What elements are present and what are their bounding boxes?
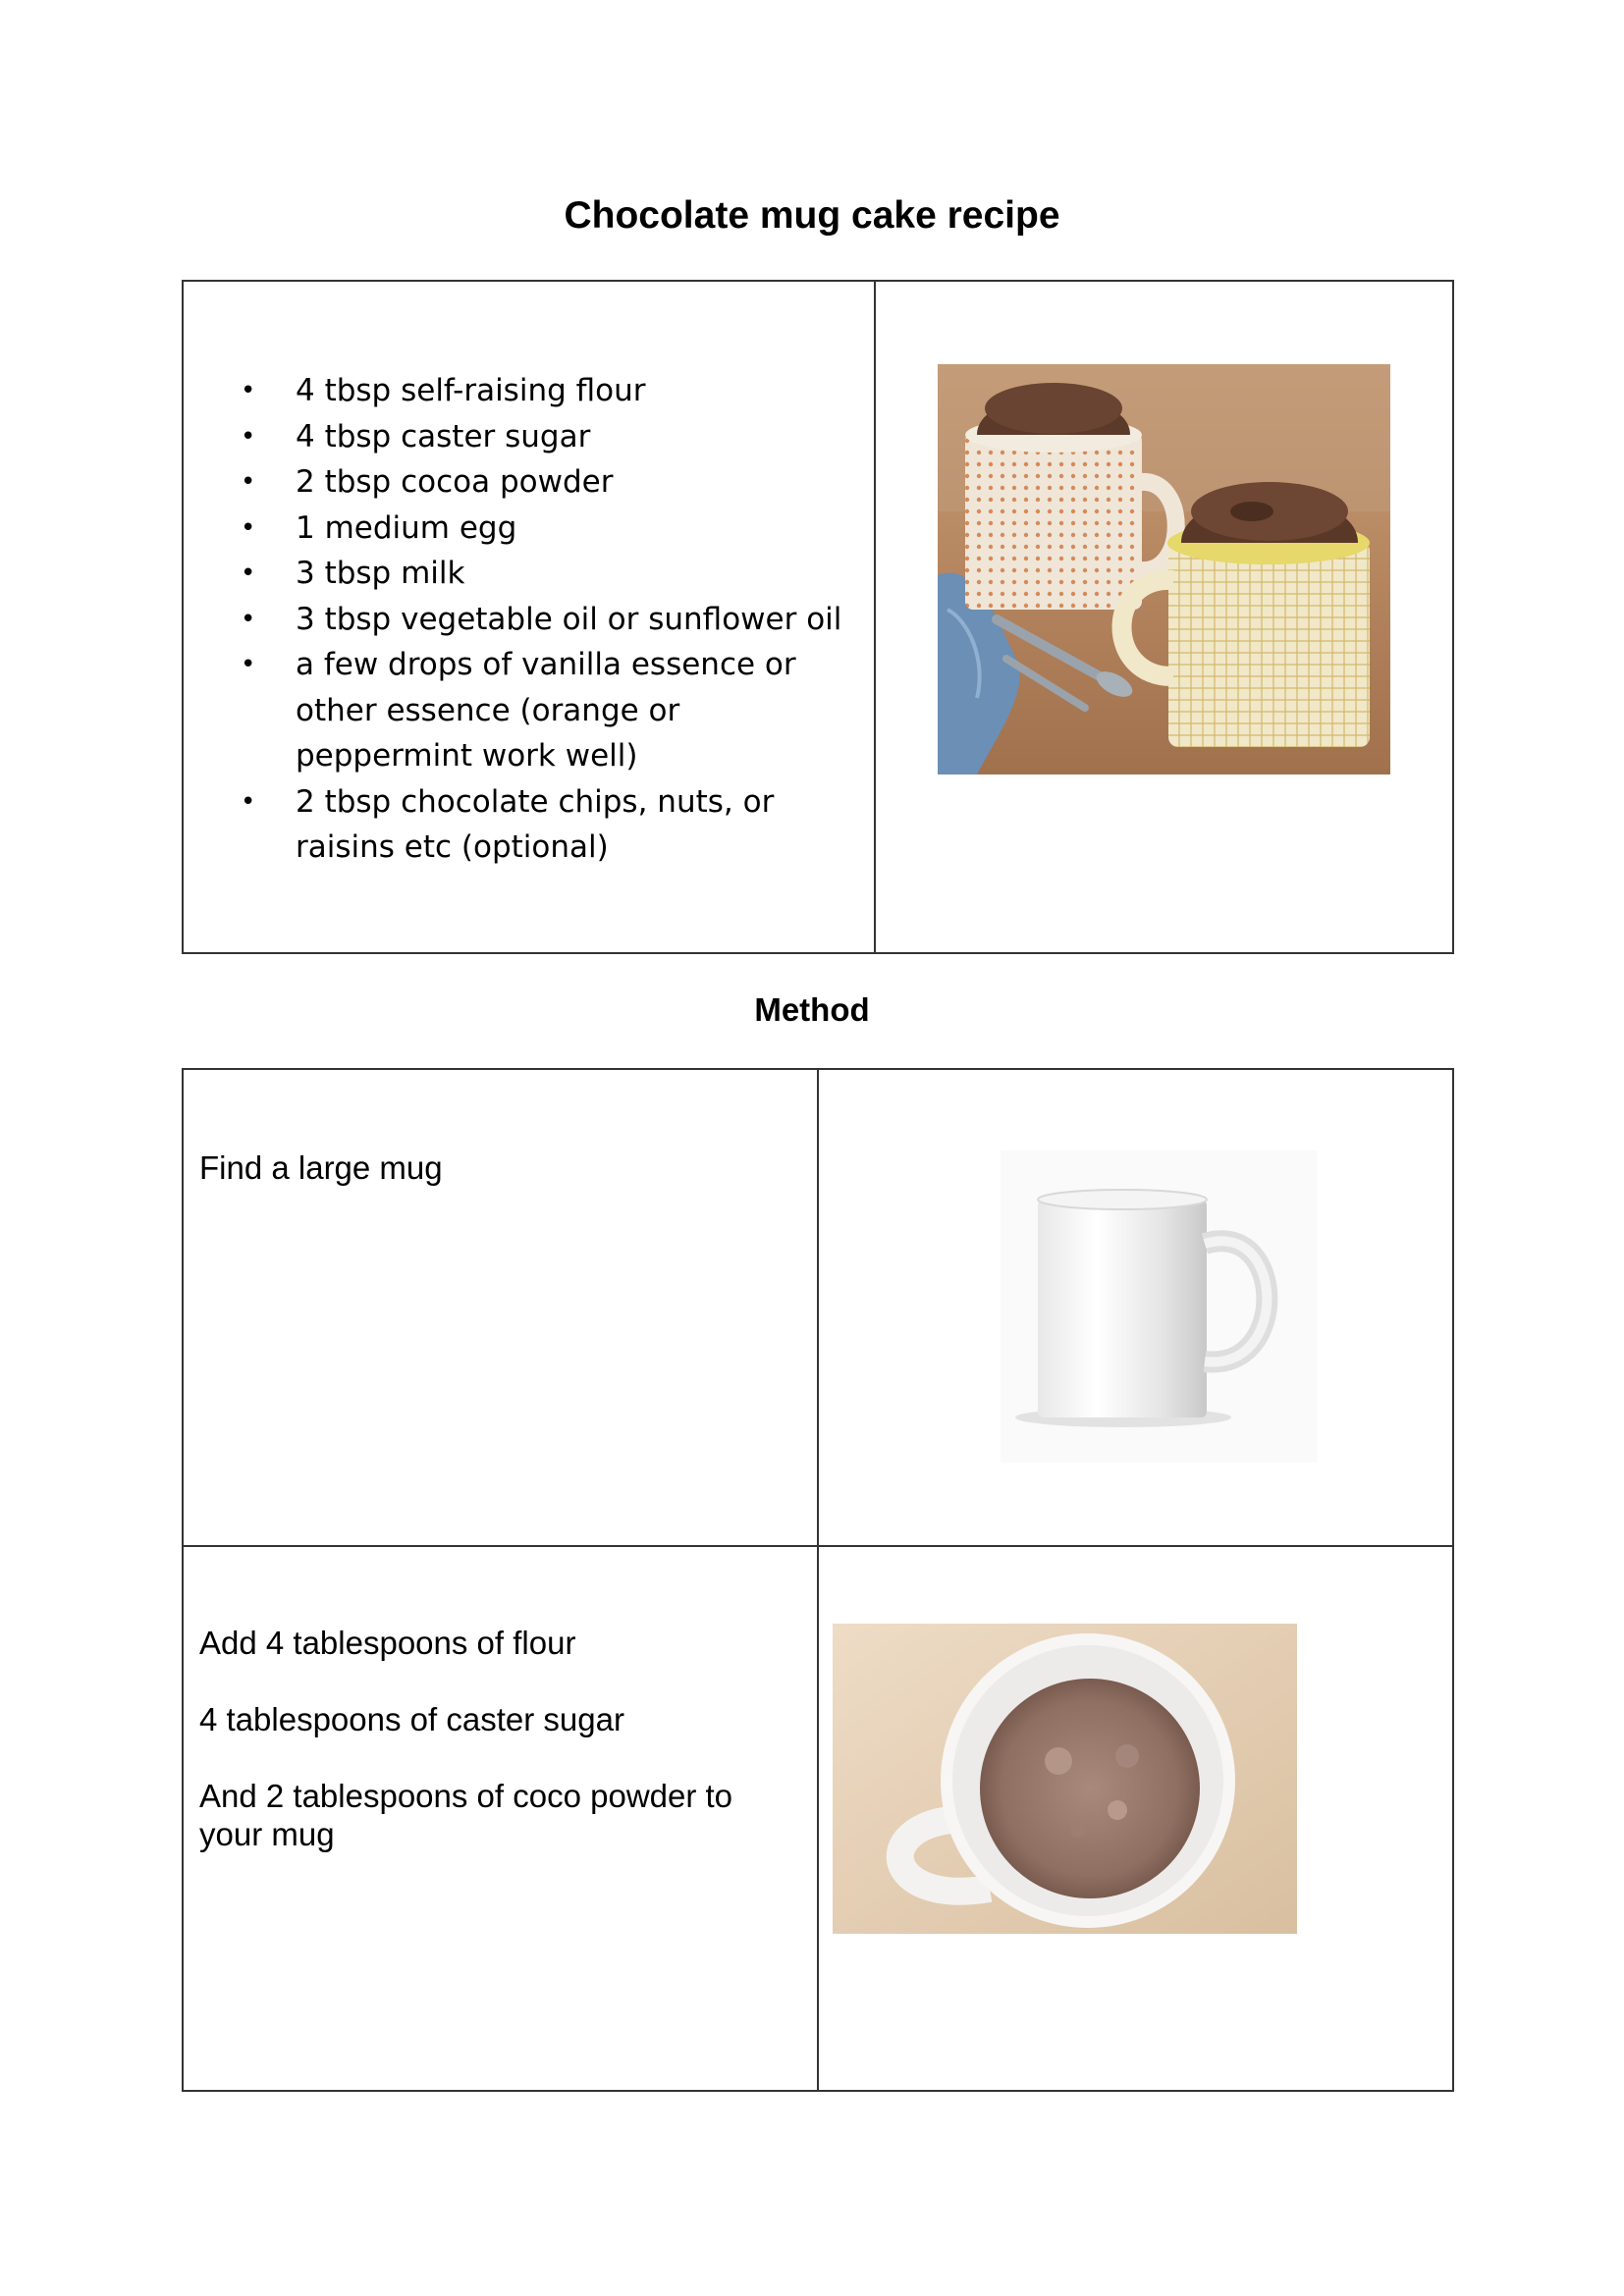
step-1-image-cell <box>818 1069 1453 1546</box>
ingredients-cell <box>183 281 875 953</box>
list-item: • a few drops of vanilla essence or other essence (orange or peppermint work well) <box>241 647 796 774</box>
step-2-text-cell <box>183 1546 818 2091</box>
step-2-line-3: And 2 tablespoons of coco powder to your mug <box>199 1778 733 1852</box>
step-1-text: Find a large mug <box>199 1149 443 1186</box>
list-item: • 3 tbsp milk <box>241 556 465 591</box>
white-mug-photo <box>1001 1150 1318 1463</box>
method-table <box>182 1068 1454 2092</box>
ingredients-table <box>182 280 1454 954</box>
list-item: • 1 medium egg <box>241 509 517 546</box>
list-item: • 4 tbsp caster sugar <box>241 418 591 454</box>
mug-cakes-photo <box>938 364 1390 774</box>
ingredients-list <box>241 368 854 871</box>
cocoa-mug-photo <box>833 1624 1297 1934</box>
page-title: Chocolate mug cake recipe <box>564 194 1060 237</box>
list-item: • 2 tbsp chocolate chips, nuts, or raisins etc (optional) <box>241 783 775 865</box>
step-2-image-cell <box>818 1546 1453 2091</box>
method-heading: Method <box>754 991 870 1028</box>
list-item: • 4 tbsp self-raising flour <box>241 373 646 408</box>
step-1-text-cell <box>183 1069 818 1546</box>
list-item: • 3 tbsp vegetable oil or sunflower oil <box>241 601 842 637</box>
step-2-line-1: Add 4 tablespoons of flour <box>199 1625 576 1661</box>
list-item: • 2 tbsp cocoa powder <box>241 464 614 500</box>
cake-photo-cell <box>875 281 1453 953</box>
step-2-line-2: 4 tablespoons of caster sugar <box>199 1701 624 1737</box>
